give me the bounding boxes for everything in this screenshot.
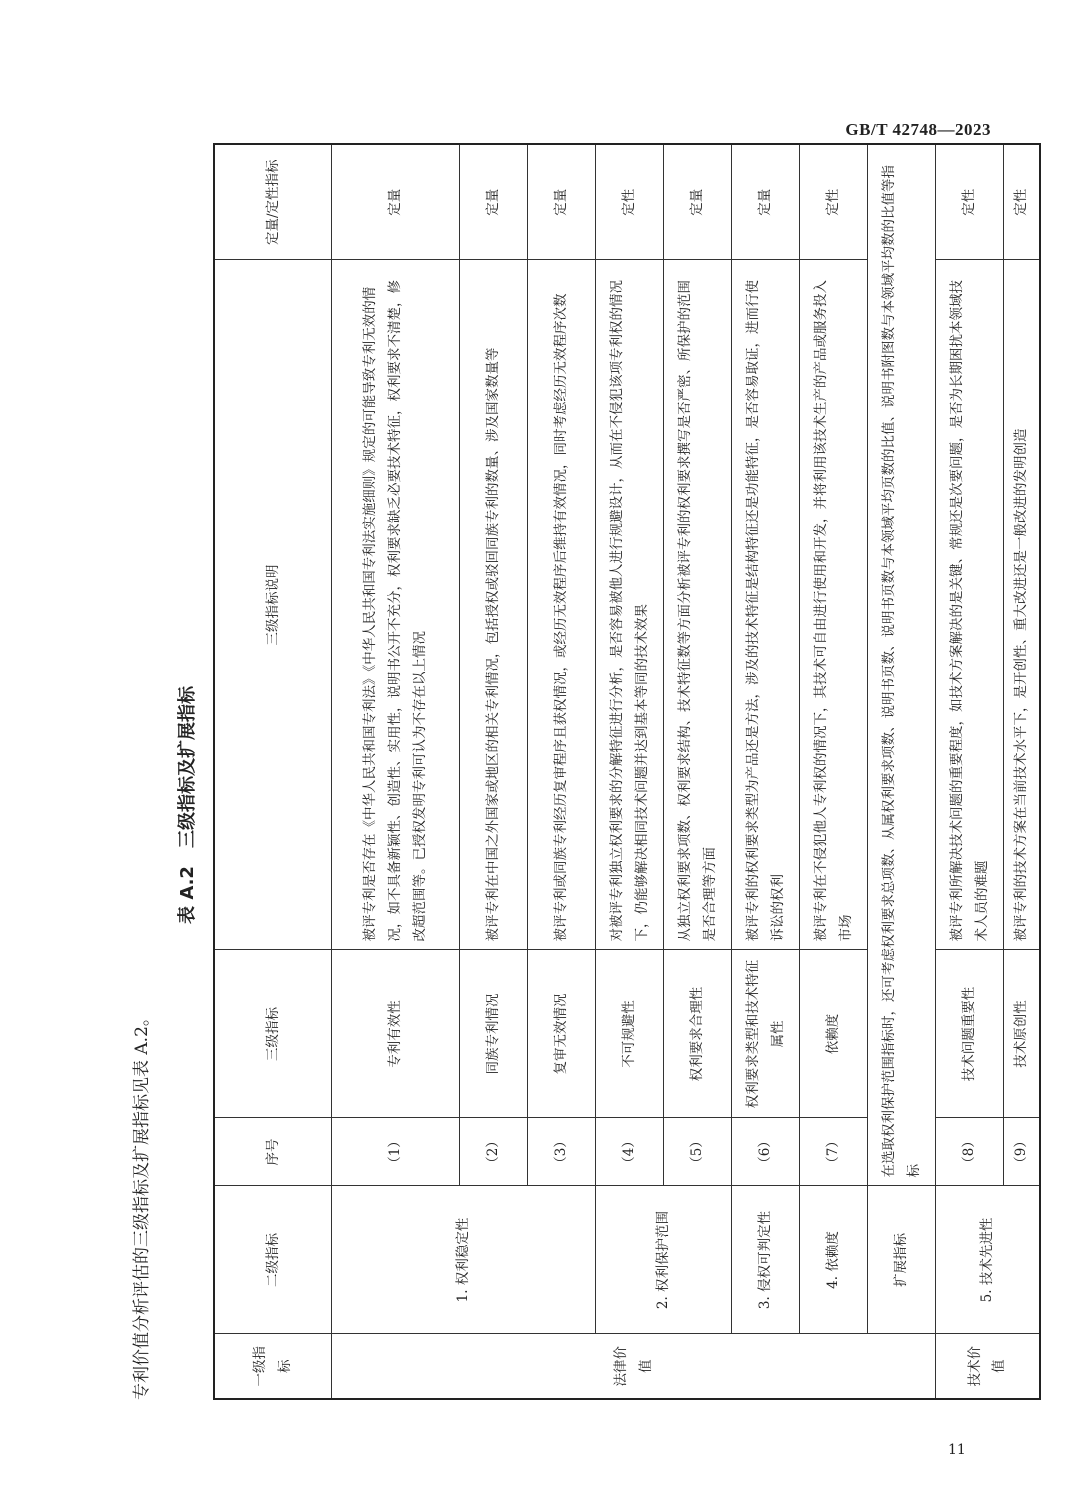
rotated-page-content — [125, 110, 1029, 1400]
row-desc: 被评专利是否存在《中华人民共和国专利法》《中华人民共和国专利法实施细则》规定的可能导致专利无效的情况，如不具备新颖性、创造性、实用性，说明书公开不充分，权利要求缺乏必要技术特征，权利要求不清楚，修改超范围等。已授权发明专利可认为不存在以上情况 — [332, 260, 460, 950]
row-no: （3） — [528, 1118, 596, 1186]
row-type: 定量 — [332, 144, 460, 260]
row-type: 定性 — [1004, 144, 1040, 260]
table-row — [868, 144, 936, 1399]
row-name: 复审无效情况 — [528, 950, 596, 1118]
row-name: 专利有效性 — [332, 950, 460, 1118]
row-type: 定量 — [664, 144, 732, 260]
table-header-row — [214, 144, 332, 1399]
indicator-table — [213, 143, 1041, 1400]
row-no: （8） — [936, 1118, 1004, 1186]
row-desc: 被评专利在不侵犯他人专利权的情况下，其技术可自由进行使用和开发，并将利用该技术生产的产品或服务投入市场 — [800, 260, 868, 950]
row-no: （5） — [664, 1118, 732, 1186]
table-row — [732, 144, 800, 1399]
row-desc: 从独立权利要求项数、权利要求结构、技术特征数等方面分析被评专利的权利要求撰写是否严密、所保护的范围是否合理等方面 — [664, 260, 732, 950]
level1-tech: 技术价值 — [936, 1334, 1040, 1399]
row-no: （2） — [460, 1118, 528, 1186]
row-type: 定性 — [936, 144, 1004, 260]
level2-stability: 1. 权利稳定性 — [332, 1186, 596, 1334]
header-level2: 二级指标 — [214, 1186, 332, 1334]
row-no: （6） — [732, 1118, 800, 1186]
table-caption: 表 A.2 三级指标及扩展指标 — [177, 686, 198, 924]
page-number: 11 — [948, 1442, 966, 1458]
row-desc: 被评专利在中国之外国家或地区的相关专利情况，包括授权或驳回同族专利的数量、涉及国家数量等 — [460, 260, 528, 950]
row-type: 定量 — [460, 144, 528, 260]
table-row — [332, 144, 460, 1399]
intro-text: 专利价值分析评估的三级指标及扩展指标见表 A.2。 — [132, 1009, 152, 1400]
header-no: 序号 — [214, 1118, 332, 1186]
level1-legal: 法律价值 — [332, 1334, 936, 1399]
row-type: 定量 — [732, 144, 800, 260]
row-name: 技术原创性 — [1004, 950, 1040, 1118]
row-type: 定性 — [800, 144, 868, 260]
row-no: （7） — [800, 1118, 868, 1186]
header-desc: 三级指标说明 — [214, 260, 332, 950]
row-type: 定量 — [528, 144, 596, 260]
table-row — [936, 144, 1004, 1399]
row-name: 同族专利情况 — [460, 950, 528, 1118]
extension-desc: 在选取权利保护范围指标时，还可考虑权利要求总项数、从属权利要求项数、说明书页数、说明书页数与本领域平均页数的比值、说明书附图数与本领域平均数的比值等指标 — [868, 144, 936, 1186]
standard-code: GB/T 42748—2023 — [845, 120, 991, 139]
row-name: 权利要求合理性 — [664, 950, 732, 1118]
level2-advanced: 5. 技术先进性 — [936, 1186, 1040, 1334]
row-desc: 对被评专利独立权利要求的分解特征进行分析，是否容易被他人进行规避设计，从而在不侵犯该项专利权的情况下，仍能够解决相同技术问题并达到基本等同的技术效果 — [596, 260, 664, 950]
row-type: 定性 — [596, 144, 664, 260]
row-name: 技术问题重要性 — [936, 950, 1004, 1118]
level2-scope: 2. 权利保护范围 — [596, 1186, 732, 1334]
row-desc: 被评专利或同族专利经历复审程序且获权情况，或经历无效程序后维持有效情况，同时考虑经历无效程序次数 — [528, 260, 596, 950]
table-row — [800, 144, 868, 1399]
row-no: （4） — [596, 1118, 664, 1186]
table-row — [596, 144, 664, 1399]
row-desc: 被评专利的权利要求类型为产品还是方法，涉及的技术特征是结构特征还是功能特征，是否容易取证，进而行使诉讼的权利 — [732, 260, 800, 950]
row-name: 不可规避性 — [596, 950, 664, 1118]
row-name: 权利要求类型和技术特征属性 — [732, 950, 800, 1118]
header-level3: 三级指标 — [214, 950, 332, 1118]
row-desc: 被评专利的技术方案在当前技术水平下，是开创性、重大改进还是一般改进的发明创造 — [1004, 260, 1040, 950]
header-level1: 一级指标 — [214, 1334, 332, 1399]
level2-depend: 4. 依赖度 — [800, 1186, 868, 1334]
level2-extension: 扩展指标 — [868, 1186, 936, 1334]
row-no: （1） — [332, 1118, 460, 1186]
row-name: 依赖度 — [800, 950, 868, 1118]
level2-judge: 3. 侵权可判定性 — [732, 1186, 800, 1334]
row-desc: 被评专利所解决技术问题的重要程度，如技术方案解决的是关键、常规还是次要问题，是否为长期困扰本领域技术人员的难题 — [936, 260, 1004, 950]
header-type: 定量/定性指标 — [214, 144, 332, 260]
row-no: （9） — [1004, 1118, 1040, 1186]
